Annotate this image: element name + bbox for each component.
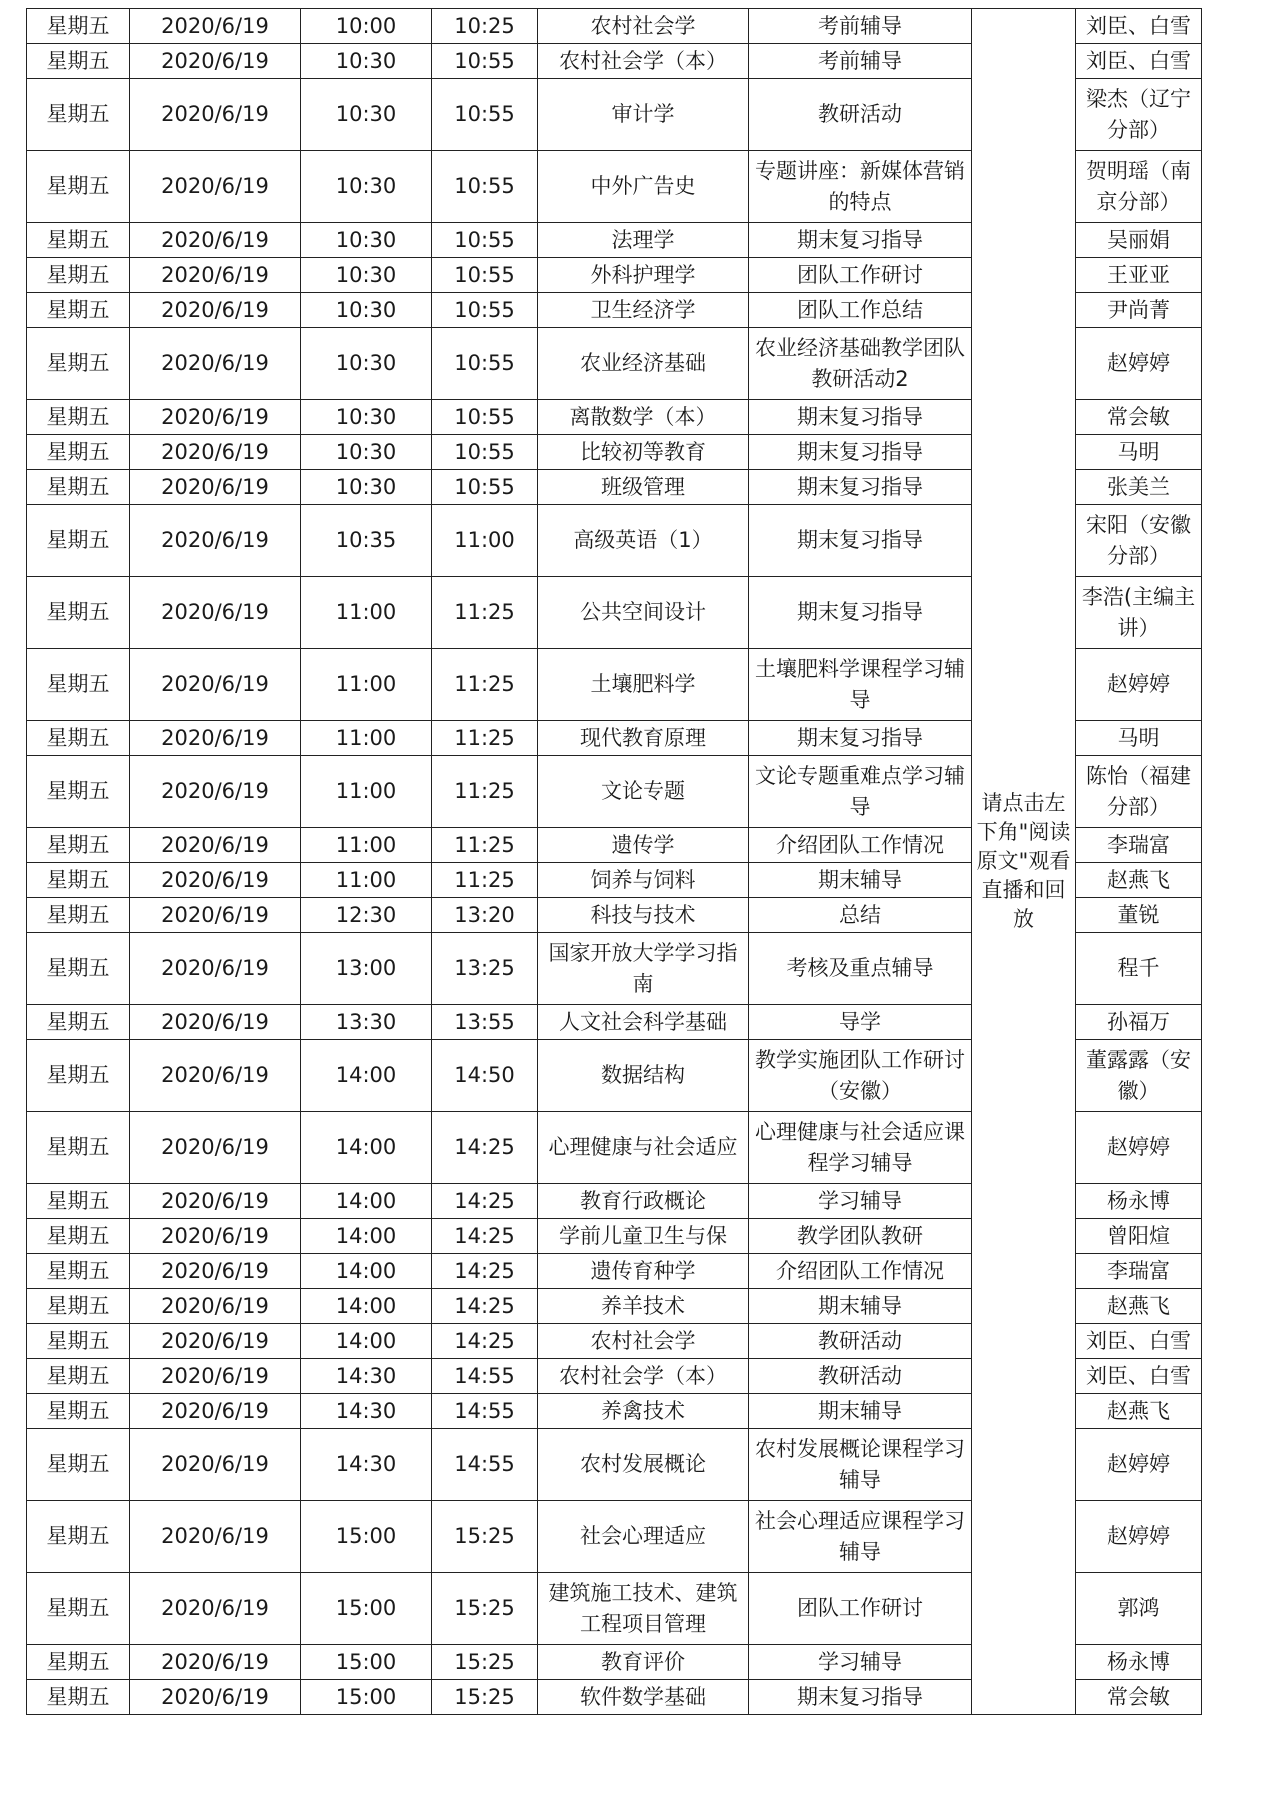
end-time-cell: 11:25 [432, 721, 538, 756]
date-cell: 2020/6/19 [130, 258, 301, 293]
table-row [27, 9, 1202, 44]
start-time-cell: 10:30 [301, 79, 432, 151]
start-time-cell: 11:00 [301, 828, 432, 863]
schedule-body [27, 9, 1202, 1715]
activity-cell: 学习辅导 [749, 1184, 972, 1219]
date-cell: 2020/6/19 [130, 1429, 301, 1501]
date-cell: 2020/6/19 [130, 44, 301, 79]
presenter-cell: 赵婷婷 [1076, 1501, 1202, 1573]
presenter-cell: 杨永博 [1076, 1184, 1202, 1219]
end-time-cell: 11:25 [432, 649, 538, 721]
weekday-cell: 星期五 [27, 328, 130, 400]
date-cell: 2020/6/19 [130, 649, 301, 721]
activity-cell: 期末复习指导 [749, 577, 972, 649]
start-time-cell: 15:00 [301, 1573, 432, 1645]
weekday-cell: 星期五 [27, 79, 130, 151]
merged-note-cell: 请点击左下角"阅读原文"观看直播和回放 [972, 9, 1076, 1715]
course-cell: 遗传育种学 [538, 1254, 749, 1289]
presenter-cell: 尹尚菁 [1076, 293, 1202, 328]
activity-cell: 团队工作研讨 [749, 1573, 972, 1645]
end-time-cell: 14:55 [432, 1394, 538, 1429]
date-cell: 2020/6/19 [130, 470, 301, 505]
end-time-cell: 10:55 [432, 470, 538, 505]
activity-cell: 农村发展概论课程学习辅导 [749, 1429, 972, 1501]
course-cell: 卫生经济学 [538, 293, 749, 328]
end-time-cell: 14:25 [432, 1219, 538, 1254]
course-cell: 社会心理适应 [538, 1501, 749, 1573]
date-cell: 2020/6/19 [130, 863, 301, 898]
start-time-cell: 11:00 [301, 649, 432, 721]
start-time-cell: 14:30 [301, 1394, 432, 1429]
end-time-cell: 15:25 [432, 1645, 538, 1680]
weekday-cell: 星期五 [27, 1429, 130, 1501]
weekday-cell: 星期五 [27, 649, 130, 721]
end-time-cell: 10:55 [432, 151, 538, 223]
presenter-cell: 赵燕飞 [1076, 1289, 1202, 1324]
course-cell: 农村社会学（本） [538, 44, 749, 79]
presenter-cell: 刘臣、白雪 [1076, 1359, 1202, 1394]
date-cell: 2020/6/19 [130, 1112, 301, 1184]
end-time-cell: 14:25 [432, 1324, 538, 1359]
end-time-cell: 11:25 [432, 756, 538, 828]
weekday-cell: 星期五 [27, 1112, 130, 1184]
presenter-cell: 程千 [1076, 933, 1202, 1005]
start-time-cell: 10:30 [301, 258, 432, 293]
start-time-cell: 10:30 [301, 44, 432, 79]
course-cell: 遗传学 [538, 828, 749, 863]
activity-cell: 学习辅导 [749, 1645, 972, 1680]
date-cell: 2020/6/19 [130, 9, 301, 44]
start-time-cell: 11:00 [301, 577, 432, 649]
end-time-cell: 14:25 [432, 1254, 538, 1289]
presenter-cell: 刘臣、白雪 [1076, 9, 1202, 44]
presenter-cell: 常会敏 [1076, 1680, 1202, 1715]
presenter-cell: 吴丽娟 [1076, 223, 1202, 258]
date-cell: 2020/6/19 [130, 577, 301, 649]
course-cell: 法理学 [538, 223, 749, 258]
course-cell: 公共空间设计 [538, 577, 749, 649]
end-time-cell: 10:55 [432, 79, 538, 151]
end-time-cell: 15:25 [432, 1573, 538, 1645]
presenter-cell: 董露露（安徽） [1076, 1040, 1202, 1112]
end-time-cell: 10:25 [432, 9, 538, 44]
start-time-cell: 13:30 [301, 1005, 432, 1040]
presenter-cell: 赵燕飞 [1076, 863, 1202, 898]
presenter-cell: 曾阳煊 [1076, 1219, 1202, 1254]
end-time-cell: 11:25 [432, 577, 538, 649]
course-cell: 农村社会学（本） [538, 1359, 749, 1394]
weekday-cell: 星期五 [27, 44, 130, 79]
course-cell: 数据结构 [538, 1040, 749, 1112]
activity-cell: 教学团队教研 [749, 1219, 972, 1254]
weekday-cell: 星期五 [27, 151, 130, 223]
weekday-cell: 星期五 [27, 1254, 130, 1289]
start-time-cell: 14:00 [301, 1040, 432, 1112]
start-time-cell: 14:00 [301, 1219, 432, 1254]
weekday-cell: 星期五 [27, 1501, 130, 1573]
end-time-cell: 10:55 [432, 400, 538, 435]
end-time-cell: 13:20 [432, 898, 538, 933]
weekday-cell: 星期五 [27, 933, 130, 1005]
start-time-cell: 11:00 [301, 756, 432, 828]
course-cell: 高级英语（1） [538, 505, 749, 577]
weekday-cell: 星期五 [27, 863, 130, 898]
end-time-cell: 15:25 [432, 1501, 538, 1573]
course-cell: 人文社会科学基础 [538, 1005, 749, 1040]
course-cell: 养羊技术 [538, 1289, 749, 1324]
presenter-cell: 王亚亚 [1076, 258, 1202, 293]
activity-cell: 考核及重点辅导 [749, 933, 972, 1005]
start-time-cell: 14:30 [301, 1359, 432, 1394]
activity-cell: 团队工作总结 [749, 293, 972, 328]
presenter-cell: 赵婷婷 [1076, 1429, 1202, 1501]
end-time-cell: 13:55 [432, 1005, 538, 1040]
course-cell: 教育评价 [538, 1645, 749, 1680]
date-cell: 2020/6/19 [130, 1680, 301, 1715]
course-cell: 离散数学（本） [538, 400, 749, 435]
weekday-cell: 星期五 [27, 1645, 130, 1680]
activity-cell: 期末辅导 [749, 1394, 972, 1429]
course-cell: 比较初等教育 [538, 435, 749, 470]
schedule-table [26, 8, 1202, 1715]
course-cell: 审计学 [538, 79, 749, 151]
course-cell: 教育行政概论 [538, 1184, 749, 1219]
date-cell: 2020/6/19 [130, 898, 301, 933]
weekday-cell: 星期五 [27, 898, 130, 933]
end-time-cell: 10:55 [432, 44, 538, 79]
presenter-cell: 马明 [1076, 721, 1202, 756]
weekday-cell: 星期五 [27, 756, 130, 828]
start-time-cell: 10:35 [301, 505, 432, 577]
start-time-cell: 10:00 [301, 9, 432, 44]
date-cell: 2020/6/19 [130, 1254, 301, 1289]
activity-cell: 总结 [749, 898, 972, 933]
end-time-cell: 15:25 [432, 1680, 538, 1715]
presenter-cell: 宋阳（安徽分部） [1076, 505, 1202, 577]
end-time-cell: 14:25 [432, 1289, 538, 1324]
date-cell: 2020/6/19 [130, 1645, 301, 1680]
start-time-cell: 11:00 [301, 721, 432, 756]
start-time-cell: 10:30 [301, 470, 432, 505]
course-cell: 建筑施工技术、建筑工程项目管理 [538, 1573, 749, 1645]
activity-cell: 团队工作研讨 [749, 258, 972, 293]
date-cell: 2020/6/19 [130, 328, 301, 400]
start-time-cell: 15:00 [301, 1501, 432, 1573]
presenter-cell: 董锐 [1076, 898, 1202, 933]
presenter-cell: 赵婷婷 [1076, 1112, 1202, 1184]
end-time-cell: 11:00 [432, 505, 538, 577]
start-time-cell: 10:30 [301, 435, 432, 470]
weekday-cell: 星期五 [27, 1184, 130, 1219]
activity-cell: 教研活动 [749, 1324, 972, 1359]
course-cell: 班级管理 [538, 470, 749, 505]
weekday-cell: 星期五 [27, 1289, 130, 1324]
weekday-cell: 星期五 [27, 1219, 130, 1254]
start-time-cell: 14:00 [301, 1184, 432, 1219]
presenter-cell: 孙福万 [1076, 1005, 1202, 1040]
course-cell: 软件数学基础 [538, 1680, 749, 1715]
presenter-cell: 杨永博 [1076, 1645, 1202, 1680]
presenter-cell: 李瑞富 [1076, 828, 1202, 863]
course-cell: 饲养与饲料 [538, 863, 749, 898]
end-time-cell: 14:55 [432, 1359, 538, 1394]
date-cell: 2020/6/19 [130, 1394, 301, 1429]
activity-cell: 期末辅导 [749, 1289, 972, 1324]
course-cell: 中外广告史 [538, 151, 749, 223]
weekday-cell: 星期五 [27, 470, 130, 505]
activity-cell: 期末复习指导 [749, 435, 972, 470]
end-time-cell: 10:55 [432, 223, 538, 258]
presenter-cell: 梁杰（辽宁分部） [1076, 79, 1202, 151]
end-time-cell: 10:55 [432, 435, 538, 470]
course-cell: 农业经济基础 [538, 328, 749, 400]
course-cell: 科技与技术 [538, 898, 749, 933]
end-time-cell: 14:50 [432, 1040, 538, 1112]
presenter-cell: 郭鸿 [1076, 1573, 1202, 1645]
start-time-cell: 11:00 [301, 863, 432, 898]
activity-cell: 期末复习指导 [749, 505, 972, 577]
start-time-cell: 14:30 [301, 1429, 432, 1501]
start-time-cell: 14:00 [301, 1289, 432, 1324]
end-time-cell: 10:55 [432, 258, 538, 293]
weekday-cell: 星期五 [27, 435, 130, 470]
activity-cell: 教研活动 [749, 79, 972, 151]
presenter-cell: 赵婷婷 [1076, 649, 1202, 721]
presenter-cell: 刘臣、白雪 [1076, 1324, 1202, 1359]
start-time-cell: 10:30 [301, 328, 432, 400]
date-cell: 2020/6/19 [130, 435, 301, 470]
date-cell: 2020/6/19 [130, 1219, 301, 1254]
date-cell: 2020/6/19 [130, 756, 301, 828]
presenter-cell: 张美兰 [1076, 470, 1202, 505]
date-cell: 2020/6/19 [130, 79, 301, 151]
course-cell: 养禽技术 [538, 1394, 749, 1429]
weekday-cell: 星期五 [27, 721, 130, 756]
presenter-cell: 贺明瑶（南京分部） [1076, 151, 1202, 223]
presenter-cell: 赵燕飞 [1076, 1394, 1202, 1429]
weekday-cell: 星期五 [27, 1680, 130, 1715]
activity-cell: 土壤肥料学课程学习辅导 [749, 649, 972, 721]
weekday-cell: 星期五 [27, 505, 130, 577]
date-cell: 2020/6/19 [130, 223, 301, 258]
course-cell: 国家开放大学学习指南 [538, 933, 749, 1005]
weekday-cell: 星期五 [27, 400, 130, 435]
start-time-cell: 14:00 [301, 1324, 432, 1359]
course-cell: 农村社会学 [538, 1324, 749, 1359]
weekday-cell: 星期五 [27, 577, 130, 649]
date-cell: 2020/6/19 [130, 1289, 301, 1324]
weekday-cell: 星期五 [27, 1573, 130, 1645]
course-cell: 现代教育原理 [538, 721, 749, 756]
presenter-cell: 陈怡（福建分部） [1076, 756, 1202, 828]
presenter-cell: 马明 [1076, 435, 1202, 470]
presenter-cell: 李浩(主编主讲） [1076, 577, 1202, 649]
start-time-cell: 10:30 [301, 151, 432, 223]
course-cell: 土壤肥料学 [538, 649, 749, 721]
start-time-cell: 15:00 [301, 1645, 432, 1680]
weekday-cell: 星期五 [27, 1394, 130, 1429]
date-cell: 2020/6/19 [130, 1359, 301, 1394]
date-cell: 2020/6/19 [130, 1184, 301, 1219]
activity-cell: 教学实施团队工作研讨（安徽） [749, 1040, 972, 1112]
activity-cell: 期末复习指导 [749, 470, 972, 505]
activity-cell: 农业经济基础教学团队教研活动2 [749, 328, 972, 400]
start-time-cell: 13:00 [301, 933, 432, 1005]
end-time-cell: 14:25 [432, 1112, 538, 1184]
weekday-cell: 星期五 [27, 1005, 130, 1040]
course-cell: 农村社会学 [538, 9, 749, 44]
activity-cell: 教研活动 [749, 1359, 972, 1394]
date-cell: 2020/6/19 [130, 151, 301, 223]
activity-cell: 导学 [749, 1005, 972, 1040]
activity-cell: 介绍团队工作情况 [749, 828, 972, 863]
activity-cell: 社会心理适应课程学习辅导 [749, 1501, 972, 1573]
weekday-cell: 星期五 [27, 1359, 130, 1394]
presenter-cell: 常会敏 [1076, 400, 1202, 435]
activity-cell: 专题讲座：新媒体营销的特点 [749, 151, 972, 223]
date-cell: 2020/6/19 [130, 1501, 301, 1573]
start-time-cell: 10:30 [301, 400, 432, 435]
end-time-cell: 10:55 [432, 328, 538, 400]
weekday-cell: 星期五 [27, 293, 130, 328]
date-cell: 2020/6/19 [130, 1040, 301, 1112]
activity-cell: 期末复习指导 [749, 721, 972, 756]
weekday-cell: 星期五 [27, 258, 130, 293]
date-cell: 2020/6/19 [130, 1324, 301, 1359]
start-time-cell: 14:00 [301, 1254, 432, 1289]
start-time-cell: 15:00 [301, 1680, 432, 1715]
end-time-cell: 14:25 [432, 1184, 538, 1219]
weekday-cell: 星期五 [27, 9, 130, 44]
date-cell: 2020/6/19 [130, 505, 301, 577]
course-cell: 外科护理学 [538, 258, 749, 293]
course-cell: 文论专题 [538, 756, 749, 828]
start-time-cell: 12:30 [301, 898, 432, 933]
activity-cell: 文论专题重难点学习辅导 [749, 756, 972, 828]
date-cell: 2020/6/19 [130, 721, 301, 756]
activity-cell: 期末复习指导 [749, 400, 972, 435]
end-time-cell: 13:25 [432, 933, 538, 1005]
start-time-cell: 14:00 [301, 1112, 432, 1184]
activity-cell: 考前辅导 [749, 44, 972, 79]
presenter-cell: 李瑞富 [1076, 1254, 1202, 1289]
end-time-cell: 10:55 [432, 293, 538, 328]
date-cell: 2020/6/19 [130, 933, 301, 1005]
weekday-cell: 星期五 [27, 828, 130, 863]
activity-cell: 心理健康与社会适应课程学习辅导 [749, 1112, 972, 1184]
course-cell: 学前儿童卫生与保 [538, 1219, 749, 1254]
date-cell: 2020/6/19 [130, 1005, 301, 1040]
activity-cell: 期末辅导 [749, 863, 972, 898]
date-cell: 2020/6/19 [130, 1573, 301, 1645]
activity-cell: 期末复习指导 [749, 1680, 972, 1715]
start-time-cell: 10:30 [301, 293, 432, 328]
weekday-cell: 星期五 [27, 223, 130, 258]
course-cell: 心理健康与社会适应 [538, 1112, 749, 1184]
date-cell: 2020/6/19 [130, 828, 301, 863]
course-cell: 农村发展概论 [538, 1429, 749, 1501]
presenter-cell: 赵婷婷 [1076, 328, 1202, 400]
date-cell: 2020/6/19 [130, 400, 301, 435]
activity-cell: 期末复习指导 [749, 223, 972, 258]
date-cell: 2020/6/19 [130, 293, 301, 328]
end-time-cell: 11:25 [432, 863, 538, 898]
presenter-cell: 刘臣、白雪 [1076, 44, 1202, 79]
weekday-cell: 星期五 [27, 1324, 130, 1359]
weekday-cell: 星期五 [27, 1040, 130, 1112]
activity-cell: 介绍团队工作情况 [749, 1254, 972, 1289]
activity-cell: 考前辅导 [749, 9, 972, 44]
end-time-cell: 11:25 [432, 828, 538, 863]
start-time-cell: 10:30 [301, 223, 432, 258]
end-time-cell: 14:55 [432, 1429, 538, 1501]
